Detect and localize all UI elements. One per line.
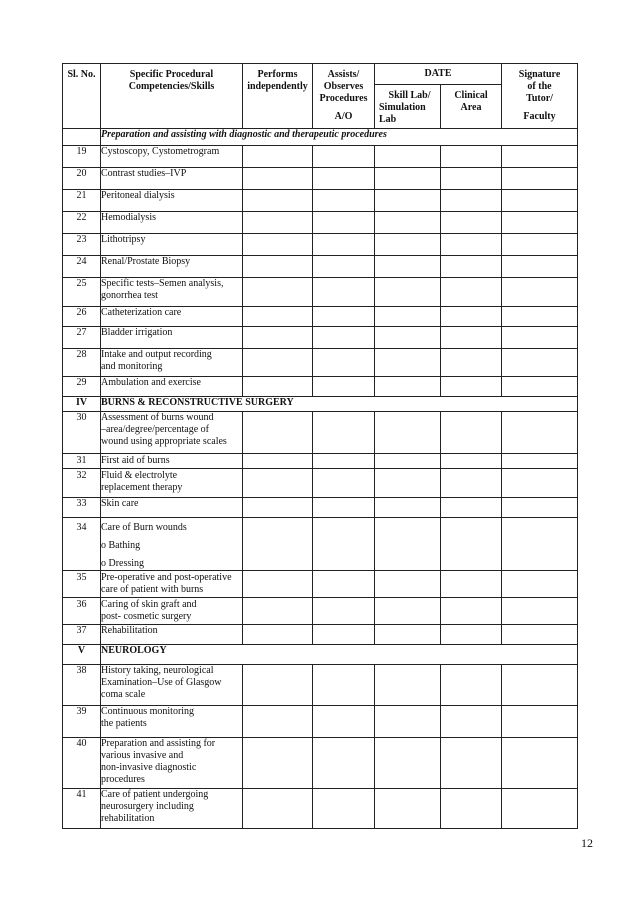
table-row: 40 Preparation and assisting for various invasive and non-invasive diagnostic procedures — [63, 738, 578, 789]
table-row: 19 Cystoscopy, Cystometrogram — [63, 146, 578, 168]
table-row: 21 Peritoneal dialysis — [63, 190, 578, 212]
header-skill-lab: Skill Lab/ Simulation Lab — [375, 85, 441, 129]
table-row: 29 Ambulation and exercise — [63, 377, 578, 397]
table-row: 28 Intake and output recording and monitoring — [63, 349, 578, 377]
header-date: DATE — [375, 64, 502, 85]
section-number: IV — [63, 397, 101, 412]
section-row-v — [63, 645, 578, 665]
subheading: Preparation and assisting with diagnostic and therapeutic procedures — [101, 129, 578, 146]
table-row: 34 Care of Burn wounds o Bathing o Dressing — [63, 518, 578, 571]
table-row: 39 Continuous monitoring the patients — [63, 706, 578, 738]
section-number: V — [63, 645, 101, 665]
table-row: 32 Fluid & electrolyte replacement therapy — [63, 469, 578, 498]
section-row-iv — [63, 397, 578, 412]
header-assists: Assists/ Observes Procedures A/O — [313, 64, 375, 129]
header-performs: Performs independently — [243, 64, 313, 129]
table-row: 37 Rehabilitation — [63, 625, 578, 645]
table-row: 24 Renal/Prostate Biopsy — [63, 256, 578, 278]
table-row: 36 Caring of skin graft and post- cosmetic surgery — [63, 598, 578, 625]
table-row: 33 Skin care — [63, 498, 578, 518]
page-number: 12 — [581, 836, 593, 850]
table-row: 25 Specific tests–Semen analysis, gonorrhea test — [63, 278, 578, 307]
table-row: 26 Catheterization care — [63, 307, 578, 327]
competency-log-table — [62, 63, 578, 829]
header-clinical-area: Clinical Area — [441, 85, 502, 129]
header-skills: Specific Procedural Competencies/Skills — [101, 64, 243, 129]
table-row: 22 Hemodialysis — [63, 212, 578, 234]
header-sl-no: Sl. No. — [63, 64, 101, 129]
section-title: NEUROLOGY — [101, 645, 578, 665]
header-signature: Signature of the Tutor/ Faculty — [502, 64, 578, 129]
subheading-row — [63, 129, 578, 146]
table-row: 30 Assessment of burns wound –area/degree/percentage of wound using appropriate scales — [63, 412, 578, 454]
table-row: 27 Bladder irrigation — [63, 327, 578, 349]
table-row: 38 History taking, neurological Examination–Use of Glasgow coma scale — [63, 665, 578, 706]
table-row: 20 Contrast studies–IVP — [63, 168, 578, 190]
header-row-1 — [63, 64, 578, 85]
table-row: 41 Care of patient undergoing neurosurgery including rehabilitation — [63, 789, 578, 829]
table-row: 35 Pre-operative and post-operative care of patient with burns — [63, 571, 578, 598]
table-row: 23 Lithotripsy — [63, 234, 578, 256]
table-row: 31 First aid of burns — [63, 454, 578, 469]
section-title: BURNS & RECONSTRUCTIVE SURGERY — [101, 397, 578, 412]
